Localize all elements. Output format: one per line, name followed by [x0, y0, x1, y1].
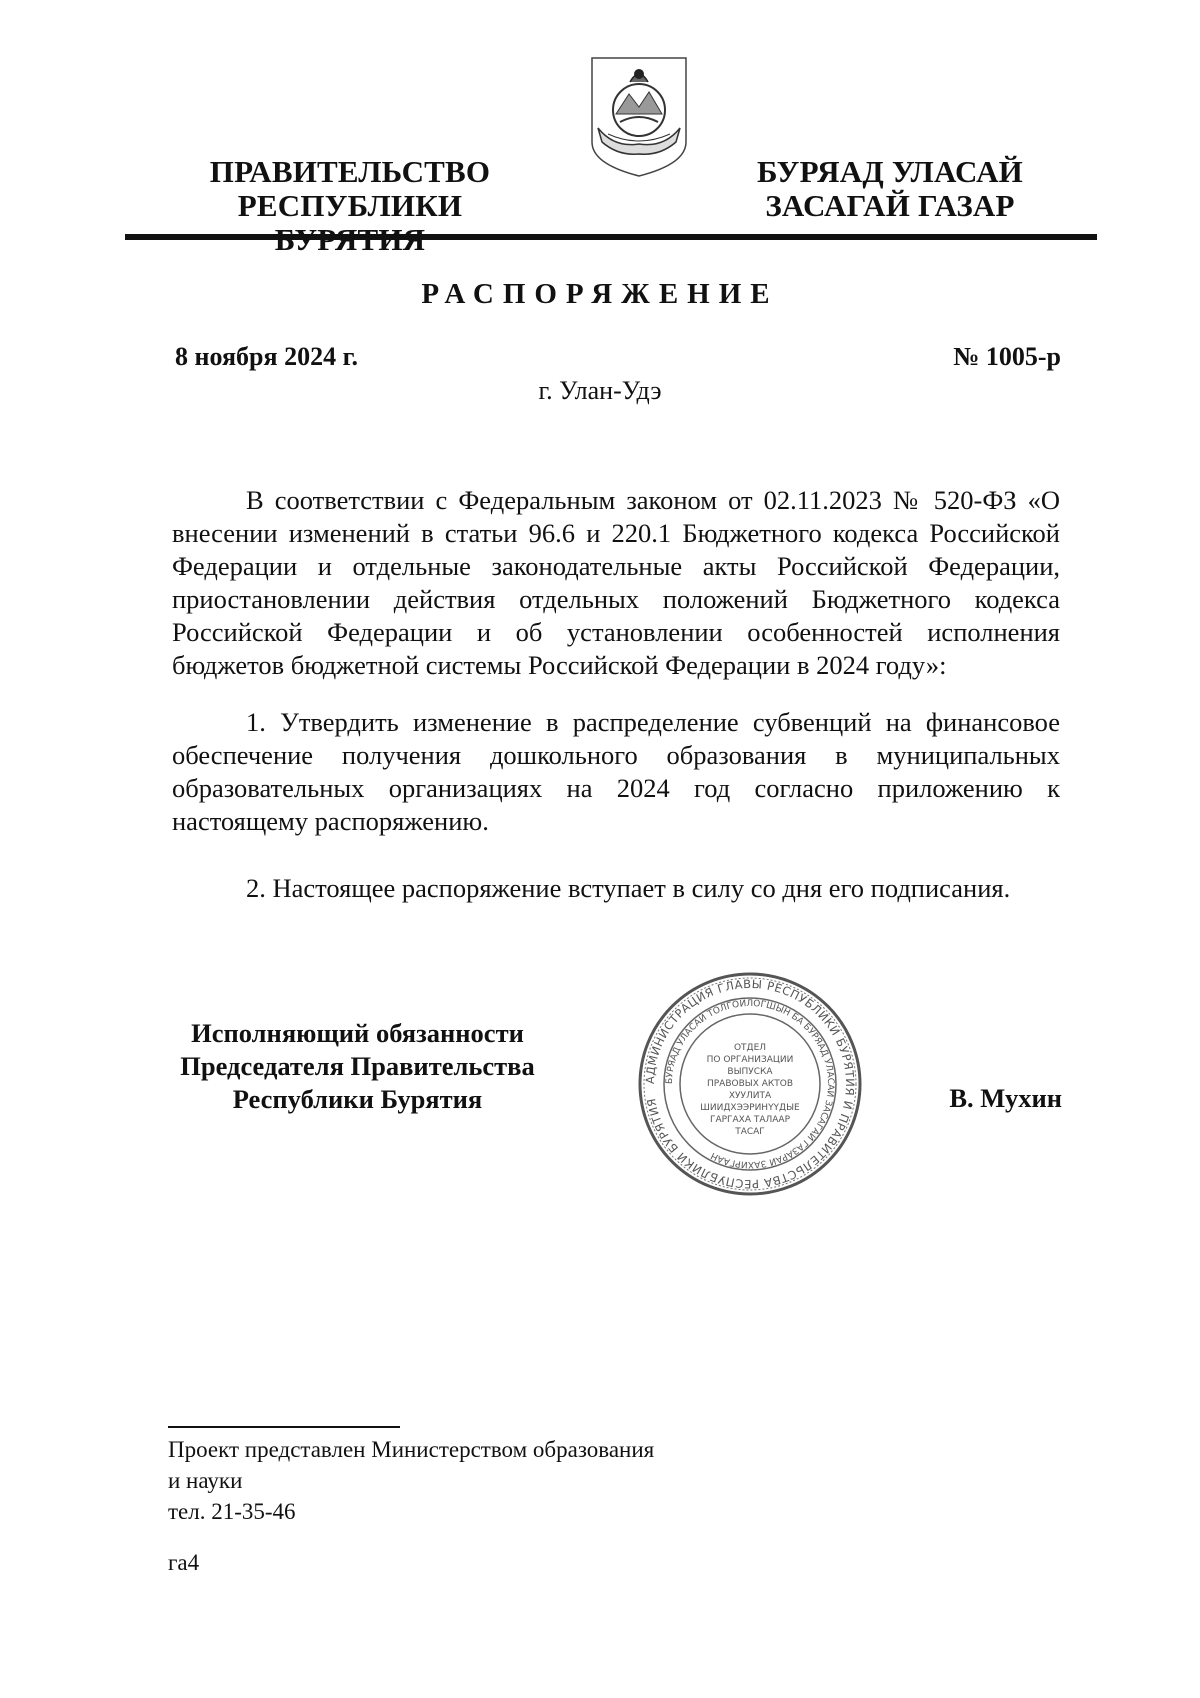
- issuer-name-buryat: [720, 155, 1060, 223]
- document-city: г. Улан-Удэ: [538, 376, 662, 405]
- stamp-outer-text: АДМИНИСТРАЦИЯ ГЛАВЫ РЕСПУБЛИКИ БУРЯТИЯ И ПРАВИТЕЛЬСТВА РЕСПУБЛИКИ БУРЯТИЯ: [642, 976, 858, 1192]
- stamp-center-line-8: ТАСАГ: [735, 1127, 765, 1137]
- document-code: га4: [168, 1550, 200, 1575]
- stamp-center-line-4: ПРАВОВЫХ АКТОВ: [706, 1079, 794, 1089]
- signatory-position: [160, 1017, 555, 1116]
- clause-1-paragraph: 1. Утвердить изменение в распределение субвенций на финансовое обеспечение получения дошкольного образования в муниципальных образовательных организациях на 2024 год согласно приложению к настоящему распоряжению.: [172, 707, 1060, 836]
- issuer-name-russian: [160, 155, 540, 257]
- document-number: № 1005-р: [953, 342, 1061, 371]
- preamble-paragraph: В соответствии с Федеральным законом от 02.11.2023 № 520-ФЗ «О внесении изменений в статьи 96.6 и 220.1 Бюджетного кодекса Российской Федерации и отдельные законодательные акты Российской Федерации, приостановлении действия отдельных положений Бюджетного кодекса Российской Федерации и об установлении особенностей исполнения бюджетов бюджетной системы Российской Федерации в 2024 году»:: [172, 485, 1060, 680]
- stamp-center-line-5: ХУУЛИТА: [728, 1091, 772, 1101]
- footnote-divider: [168, 1426, 400, 1428]
- clause-2-paragraph: 2. Настоящее распоряжение вступает в силу со дня его подписания.: [246, 873, 1011, 903]
- issuer-buryat-line-2: ЗАСАГАЙ ГАЗАР: [765, 188, 1015, 223]
- header-divider: [125, 234, 1097, 240]
- draft-note: [168, 1434, 654, 1527]
- issuer-buryat-line-1: БУРЯАД УЛАСАЙ: [757, 154, 1023, 189]
- issuer-line-2: РЕСПУБЛИКИ: [237, 188, 463, 223]
- stamp-center-line-6: ШИИДХЭЭРИНҮҮДЫЕ: [700, 1103, 800, 1113]
- signatory-name: В. Мухин: [949, 1083, 1062, 1113]
- stamp-center-line-7: ГАРГАХА ТАЛААР: [709, 1115, 791, 1125]
- draft-note-line-1: Проект представлен Министерством образования: [168, 1437, 655, 1462]
- stamp-inner-ring-text: БУРЯАД УЛАСАЙ ТОЛГОЙЛОГШЫН БА БУРЯАД УЛАСАЙ ЗАСАГАЙ ГАЗАРАЙ ЗАХИРГААН: [664, 998, 836, 1170]
- document-date: 8 ноября 2024 г.: [175, 342, 358, 371]
- document-type-title: РАСПОРЯЖЕНИЕ: [421, 278, 779, 310]
- draft-note-line-2: и науки: [168, 1468, 243, 1493]
- signatory-position-line-1: Исполняющий обязанности: [191, 1018, 524, 1048]
- contact-phone: тел. 21-35-46: [168, 1499, 296, 1524]
- coat-of-arms-icon: [584, 52, 694, 180]
- stamp-center-line-3: ВЫПУСКА: [727, 1067, 773, 1077]
- stamp-center-line-1: ОТДЕЛ: [733, 1043, 767, 1053]
- signatory-position-line-2: Председателя Правительства: [180, 1051, 535, 1081]
- official-stamp-icon: [636, 970, 864, 1198]
- signatory-position-line-3: Республики Бурятия: [232, 1084, 483, 1114]
- issuer-line-1: ПРАВИТЕЛЬСТВО: [209, 154, 491, 189]
- stamp-center-line-2: ПО ОРГАНИЗАЦИИ: [706, 1055, 794, 1065]
